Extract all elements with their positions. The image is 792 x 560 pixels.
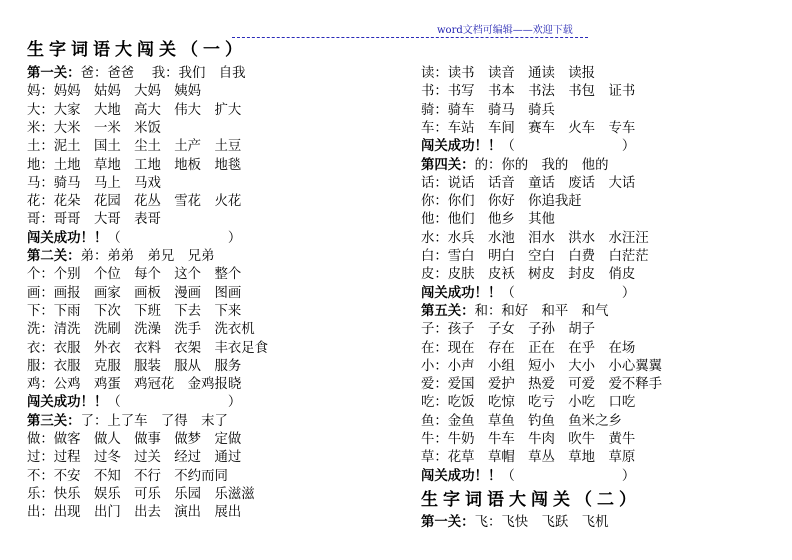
section-title-two: 生字词语大闯关（二）: [421, 489, 641, 510]
word-line: [421, 394, 635, 412]
word-line: [27, 175, 161, 193]
word-line: [421, 175, 635, 193]
line-text: 洗：清洗 洗刷 洗澡 洗手 洗衣机: [27, 322, 255, 338]
line-text: 出：出现 出门 出去 演出 展出: [27, 505, 242, 521]
word-line: [27, 504, 241, 522]
line-text: 鱼：金鱼 草鱼 钓鱼 鱼米之乡: [421, 413, 622, 429]
word-line: [27, 248, 214, 266]
word-line: [421, 321, 595, 339]
word-line: [27, 193, 241, 211]
word-line: [421, 193, 582, 211]
word-line: [27, 83, 201, 101]
line-text: 飞：飞快 飞跃 飞机: [474, 514, 609, 530]
word-line: [27, 138, 241, 156]
line-label: 闯关成功！！: [421, 138, 502, 155]
line-text: 牛：牛奶 牛车 牛肉 吹牛 黄牛: [421, 432, 636, 447]
word-line: [421, 157, 608, 175]
line-text: 吃：吃饭 吃惊 吃亏 小吃 口吃: [421, 395, 636, 411]
line-text: 不：不安 不知 不行 不约而同: [27, 468, 228, 484]
word-line: [27, 468, 228, 486]
line-text: 马：骑马 马上 马戏: [27, 175, 161, 191]
line-text: 读：读书 读音 通读 读报: [421, 66, 596, 81]
word-line: [421, 230, 649, 248]
word-line: [27, 102, 241, 120]
word-line: [421, 376, 662, 394]
word-line: [421, 514, 608, 532]
line-text: 话：说话 话音 童话 废话 大话: [421, 175, 636, 191]
line-text: 了：上了车 了得 末了: [80, 413, 228, 429]
line-text: 过：过程 过冬 过关 经过 通过: [27, 450, 242, 466]
word-line: [27, 321, 255, 339]
word-line: [27, 376, 241, 394]
line-text: 你：你们 你好 你追我赶: [421, 194, 582, 210]
line-text: 妈：妈妈 姑妈 大妈 姨妈: [27, 84, 202, 100]
line-text: 地：土地 草地 工地 地板 地毯: [27, 157, 242, 173]
line-text: 鸡：公鸡 鸡蛋 鸡冠花 金鸡报晓: [27, 377, 242, 393]
line-text: 爱：爱国 爱护 热爱 可爱 爱不释手: [421, 377, 663, 393]
line-label: 闯关成功！！: [421, 284, 502, 301]
line-text: 白：雪白 明白 空白 白费 白茫茫: [421, 249, 649, 264]
word-line: [421, 449, 635, 467]
word-line: [27, 120, 161, 138]
line-label: 第一关：: [421, 513, 475, 530]
word-line: [27, 65, 246, 83]
line-text: 个：个别 个位 每个 这个 整个: [27, 267, 242, 283]
word-line: [27, 449, 241, 467]
word-line: [421, 340, 635, 358]
line-label: 第五关：: [421, 302, 475, 319]
line-text: 做：做客 做人 做事 做梦 定做: [27, 432, 242, 447]
line-text: 在：现在 存在 正在 在乎 在场: [421, 340, 636, 356]
word-line: [421, 65, 595, 83]
line-text: 米：大米 一米 米饭: [27, 120, 161, 136]
word-line: [421, 248, 649, 266]
line-label: 第一关：: [27, 65, 81, 81]
line-text: 子：孩子 子女 子孙 胡子: [421, 322, 596, 338]
header-text: word文档可编辑——欢迎下载: [437, 25, 573, 36]
line-text: 哥：哥哥 大哥 表哥: [27, 212, 161, 228]
word-line: [27, 266, 241, 284]
word-line: [421, 413, 622, 431]
word-line: [27, 230, 241, 248]
line-label: 闯关成功！！: [27, 394, 108, 411]
line-label: 闯关成功！！: [27, 229, 108, 246]
line-text: 草：花草 草帽 草丛 草地 草原: [421, 450, 636, 466]
word-line: [421, 120, 635, 138]
word-line: [27, 394, 241, 412]
line-text: 的：你的 我的 他的: [474, 157, 609, 173]
word-line: [421, 102, 555, 120]
word-line: [27, 340, 268, 358]
word-line: [421, 138, 635, 156]
line-text: 画：画报 画家 画板 漫画 图画: [27, 285, 242, 301]
word-line: [421, 285, 635, 303]
line-text: 弟：弟弟 弟兄 兄弟: [80, 249, 215, 264]
line-text: 水：水兵 水池 泪水 洪水 水汪汪: [421, 230, 649, 246]
line-text: 爸：爸爸 我：我们 自我: [80, 66, 246, 81]
word-line: [27, 285, 241, 303]
word-line: [27, 413, 228, 431]
word-line: [27, 486, 255, 504]
word-line: [27, 211, 161, 229]
line-text: 衣：衣服 外衣 衣料 衣架 丰衣足食: [27, 340, 269, 356]
word-line: [421, 468, 635, 486]
line-text: （ ）: [107, 230, 242, 246]
line-label: 第三关：: [27, 412, 81, 429]
word-line: [421, 83, 635, 101]
section-title-one: 生字词语大闯关（一）: [27, 40, 247, 60]
word-line: [421, 266, 635, 284]
line-text: 车：车站 车间 赛车 火车 专车: [421, 120, 636, 136]
line-text: 服：衣服 克服 服装 服从 服务: [27, 358, 242, 374]
line-text: （ ）: [107, 395, 242, 411]
line-label: 第四关：: [421, 156, 475, 173]
line-text: 土：泥土 国土 尘土 土产 土豆: [27, 139, 242, 155]
line-text: 乐：快乐 娱乐 可乐 乐园 乐滋滋: [27, 486, 255, 502]
word-line: [421, 211, 555, 229]
word-line: [27, 358, 241, 376]
line-text: 小：小声 小组 短小 大小 小心翼翼: [421, 358, 663, 374]
line-label: 闯关成功！！: [421, 467, 502, 484]
line-text: 和：和好 和平 和气: [474, 303, 609, 319]
word-line: [421, 358, 662, 376]
word-line: [27, 431, 241, 449]
line-label: 第二关：: [27, 248, 81, 264]
line-text: 大：大家 大地 高大 伟大 扩大: [27, 102, 242, 118]
line-text: 花：花朵 花园 花丛 雪花 火花: [27, 194, 242, 210]
line-text: 骑：骑车 骑马 骑兵: [421, 102, 555, 118]
line-text: 皮：皮肤 皮袄 树皮 封皮 俏皮: [421, 267, 636, 283]
line-text: 下：下雨 下次 下班 下去 下来: [27, 303, 242, 319]
line-text: 书：书写 书本 书法 书包 证书: [421, 84, 636, 100]
word-line: [27, 303, 241, 321]
line-text: 他：他们 他乡 其他: [421, 212, 555, 228]
line-text: （ ）: [501, 285, 636, 301]
word-line: [421, 303, 608, 321]
word-line: [421, 431, 635, 449]
word-line: [27, 157, 241, 175]
line-text: （ ）: [501, 139, 636, 155]
line-text: （ ）: [501, 468, 636, 484]
